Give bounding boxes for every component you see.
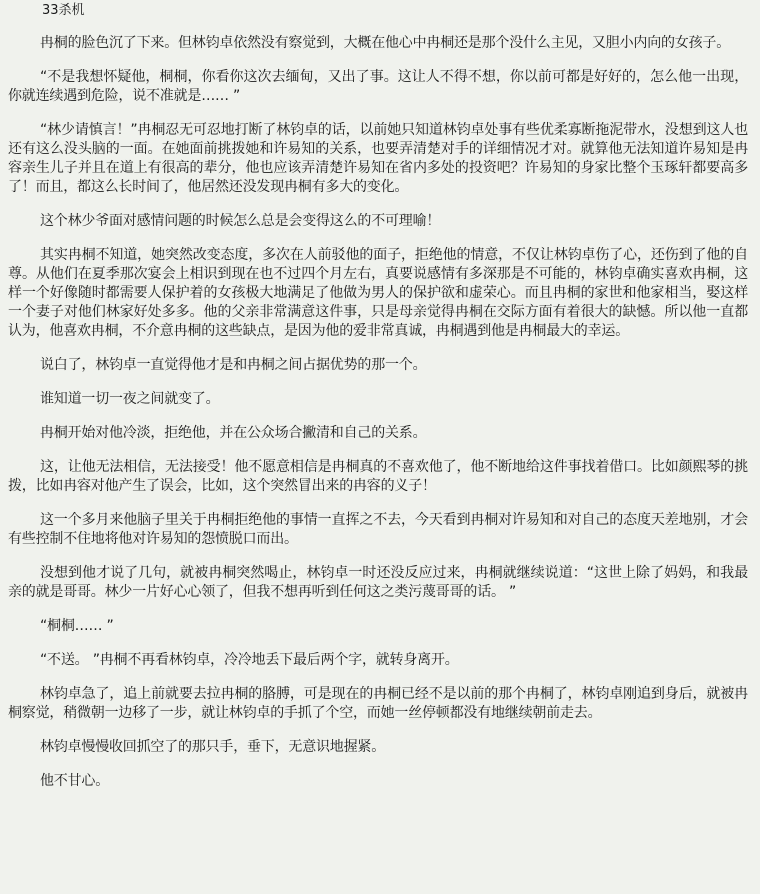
paragraph: 冉桐开始对他冷淡，拒绝他，并在公众场合撇清和自己的关系。: [40, 425, 427, 441]
paragraph: 说白了，林钧卓一直觉得他才是和冉桐之间占据优势的那一个。: [40, 357, 427, 373]
paragraph: 这个林少爷面对感情问题的时候怎么总是会变得这么的不可理喻！: [40, 213, 441, 229]
paragraph: “不送。 ”冉桐不再看林钧卓，冷冷地丢下最后两个字，就转身离开。: [40, 652, 459, 668]
paragraph: 林钧卓慢慢收回抓空了的那只手，垂下，无意识地握紧。: [40, 739, 385, 755]
paragraph: 他不甘心。: [40, 773, 109, 789]
paragraph: 没想到他才说了几句，就被冉桐突然喝止，林钧卓一时还没反应过来，冉桐就继续说道：“这世上除了妈妈，和我最亲的就是哥哥。林少一片好心心领了，但我不想再听到任何这之类污蔑哥哥的话。 ”: [8, 565, 748, 600]
paragraph: “桐桐…… ”: [40, 618, 114, 634]
paragraph: “林少请慎言！”冉桐忍无可忍地打断了林钧卓的话，以前她只知道林钧卓处事有些优柔寡断拖泥带水，没想到这人也还有这么没头脑的一面。在她面前挑拨她和许易知的关系，也要弄清楚对手的详细情况才对。就算他无法知道许易知是冉容亲生儿子并且在道上有很高的辈分，他也应该弄清楚许易知在省内多处的投资吧？许易知的身家比整个玉琢轩都要高多了！而且，都这么长时间了，他居然还没发现冉桐有多大的变化。: [8, 122, 748, 195]
paragraph: 冉桐的脸色沉了下来。但林钧卓依然没有察觉到，大概在他心中冉桐还是那个没什么主见，又胆小内向的女孩子。: [40, 35, 730, 51]
paragraph: 其实冉桐不知道，她突然改变态度，多次在人前驳他的面子，拒绝他的情意，不仅让林钧卓伤了心，还伤到了他的自尊。从他们在夏季那次宴会上相识到现在也不过四个月左右，真要说感情有多深那是不可能的，林钧卓确实喜欢冉桐，这样一个好像随时都需要人保护着的女孩极大地满足了他做为男人的保护欲和虚荣心。而且冉桐的家世和他家相当，娶这样一个妻子对他们林家好处多多。他的父亲非常满意这件事，只是母亲觉得冉桐在交际方面有着很大的缺憾。所以他一直都认为，他喜欢冉桐，不介意冉桐的这些缺点，是因为他的爱非常真诚，冉桐遇到他是冉桐最大的幸运。: [8, 247, 748, 339]
chapter-title: 33杀机: [42, 3, 85, 18]
paragraph: “不是我想怀疑他，桐桐，你看你这次去缅甸，又出了事。这让人不得不想，你以前可都是好好的，怎么他一出现，你就连续遇到危险，说不准就是…… ”: [8, 69, 748, 104]
paragraph: 林钧卓急了，追上前就要去拉冉桐的胳膊，可是现在的冉桐已经不是以前的那个冉桐了，林钧卓刚追到身后，就被冉桐察觉，稍微朝一边移了一步，就让林钧卓的手抓了个空，而她一丝停顿都没有地继续朝前走去。: [8, 686, 748, 721]
paragraph: 谁知道一切一夜之间就变了。: [40, 391, 220, 407]
paragraph: 这一个多月来他脑子里关于冉桐拒绝他的事情一直挥之不去，今天看到冉桐对许易知和对自己的态度天差地别，才会有些控制不住地将他对许易知的怨愤脱口而出。: [8, 512, 748, 547]
paragraph: 这，让他无法相信，无法接受！他不愿意相信是冉桐真的不喜欢他了，他不断地给这件事找着借口。比如颜熙琴的挑拨，比如冉容对他产生了误会，比如，这个突然冒出来的冉容的义子！: [8, 459, 748, 494]
